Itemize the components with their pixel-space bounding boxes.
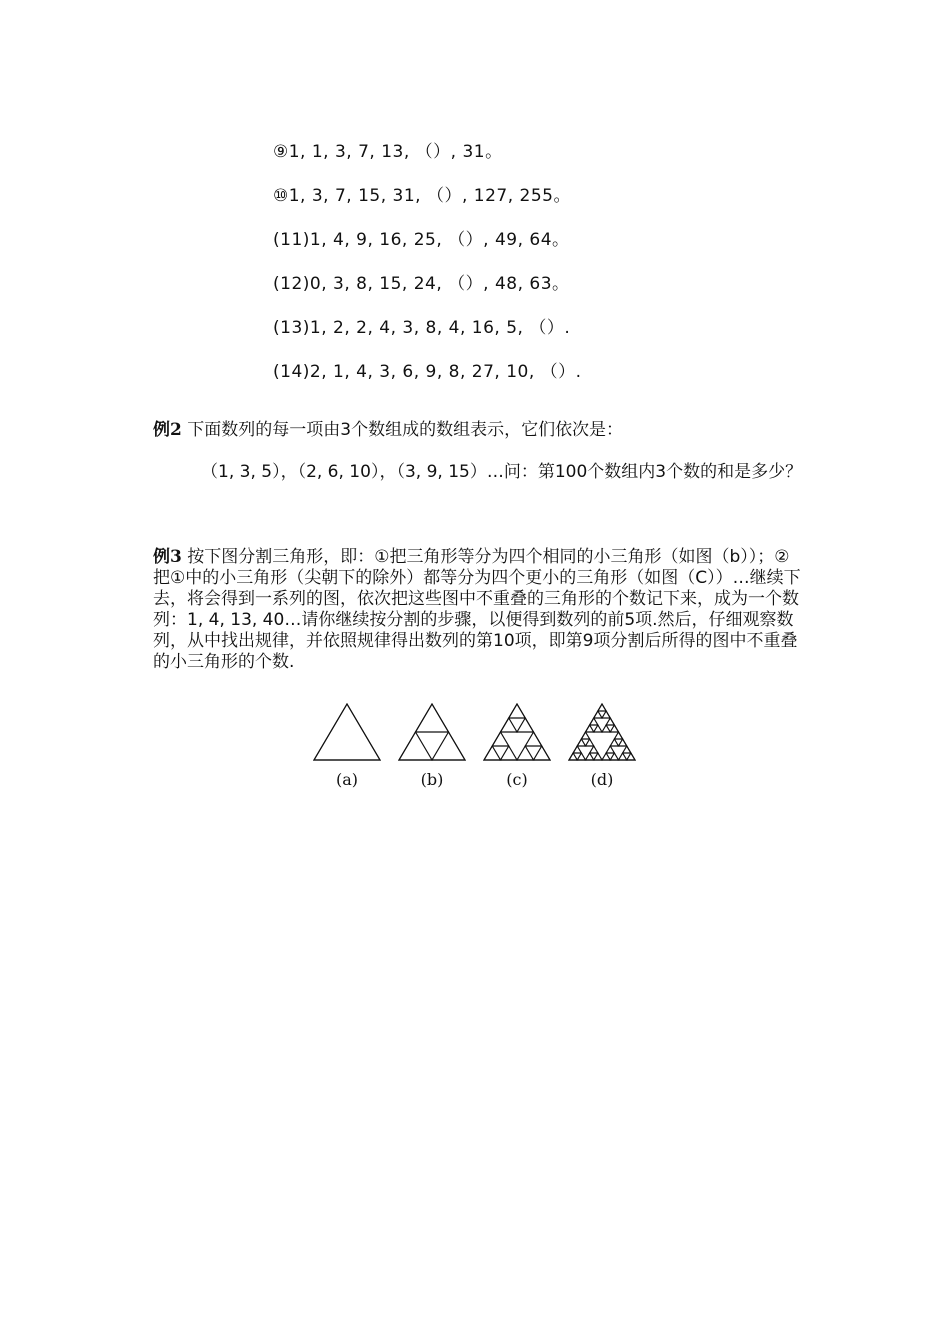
sequence-14: (14)2, 1, 4, 3, 6, 9, 8, 27, 10, （）.: [273, 362, 582, 382]
example-3-paragraph: [153, 547, 803, 673]
small-triangle: [614, 732, 622, 739]
small-triangle: [581, 732, 589, 739]
small-triangle: [598, 704, 606, 711]
small-triangle: [586, 753, 594, 760]
small-triangle: [602, 753, 610, 760]
small-triangle: [602, 711, 610, 718]
small-triangle: [577, 753, 585, 760]
outer-triangle: [314, 704, 380, 760]
small-triangle: [590, 718, 598, 725]
example-2-body: （1, 3, 5），（2, 6, 10），（3, 9, 15）…问：第100个数组内3个数的和是多少？: [201, 462, 803, 482]
figure-caption-c: (c): [506, 770, 528, 789]
small-triangle: [586, 739, 594, 746]
figure-caption-b: (b): [420, 770, 444, 789]
example-2-label: 例2: [153, 420, 182, 440]
sequence-13: (13)1, 2, 2, 4, 3, 8, 4, 16, 5, （）.: [273, 318, 571, 338]
sequence-11: (11)1, 4, 9, 16, 25, （）, 49, 64。: [273, 230, 570, 250]
small-triangle: [484, 746, 501, 760]
small-triangle: [586, 725, 594, 732]
figure-c: [482, 702, 552, 789]
example-3-label: 例3: [153, 547, 182, 567]
small-triangle: [314, 704, 380, 760]
small-triangle: [606, 718, 614, 725]
figure-b: [397, 702, 467, 789]
small-triangle: [594, 725, 602, 732]
small-triangle: [577, 739, 585, 746]
sequence-12: (12)0, 3, 8, 15, 24, （）, 48, 63。: [273, 274, 570, 294]
small-triangle: [501, 746, 518, 760]
small-triangle: [416, 704, 449, 732]
small-triangle: [610, 753, 618, 760]
triangle-figures: [312, 702, 652, 802]
small-triangle: [525, 732, 542, 746]
small-triangle: [590, 746, 598, 753]
small-triangle: [569, 753, 577, 760]
small-triangle: [534, 746, 551, 760]
sequence-9: ⑨1, 1, 3, 7, 13, （）, 31。: [273, 142, 503, 162]
small-triangle: [573, 746, 581, 753]
small-triangle: [602, 725, 610, 732]
small-triangle: [432, 732, 465, 760]
sierpinski-triangle-d: [567, 702, 637, 762]
figure-caption-a: (a): [335, 770, 359, 789]
small-triangle: [492, 732, 509, 746]
small-triangle: [610, 739, 618, 746]
sequence-10: ⑩1, 3, 7, 15, 31, （）, 127, 255。: [273, 186, 572, 206]
small-triangle: [627, 753, 635, 760]
small-triangle: [619, 753, 627, 760]
sierpinski-triangle-a: [312, 702, 382, 762]
small-triangle: [606, 746, 614, 753]
example-3-text: 按下图分割三角形，即：①把三角形等分为四个相同的小三角形（如图（b））；②把①中的小三角形（尖朝下的除外）都等分为四个更小的三角形（如图（C））…继续下去，将会得到一系列的图，依次把这些图中不重叠的三角形的个数记下来，成为一个数列：1, 4, 13, 40…请你继续按分割的步骤，以便得到数列的前5项.然后，仔细观察数列，从中找出规律，并依照规律得出数列的第10项，即第9项分割后所得的图中不重叠的小三角形的个数.: [153, 547, 801, 672]
sierpinski-triangle-c: [482, 702, 552, 762]
small-triangle: [517, 746, 534, 760]
small-triangle: [501, 718, 518, 732]
example-2-intro: 下面数列的每一项由3个数组成的数组表示，它们依次是：: [181, 420, 624, 440]
figure-a: [312, 702, 382, 789]
small-triangle: [610, 725, 618, 732]
small-triangle: [399, 732, 432, 760]
small-triangle: [517, 718, 534, 732]
small-triangle: [594, 711, 602, 718]
small-triangle: [594, 753, 602, 760]
small-triangle: [623, 746, 631, 753]
sierpinski-triangle-b: [397, 702, 467, 762]
figure-d: [567, 702, 637, 789]
small-triangle: [619, 739, 627, 746]
small-triangle: [509, 704, 526, 718]
example-2-question: [153, 420, 803, 441]
figure-caption-d: (d): [590, 770, 614, 789]
